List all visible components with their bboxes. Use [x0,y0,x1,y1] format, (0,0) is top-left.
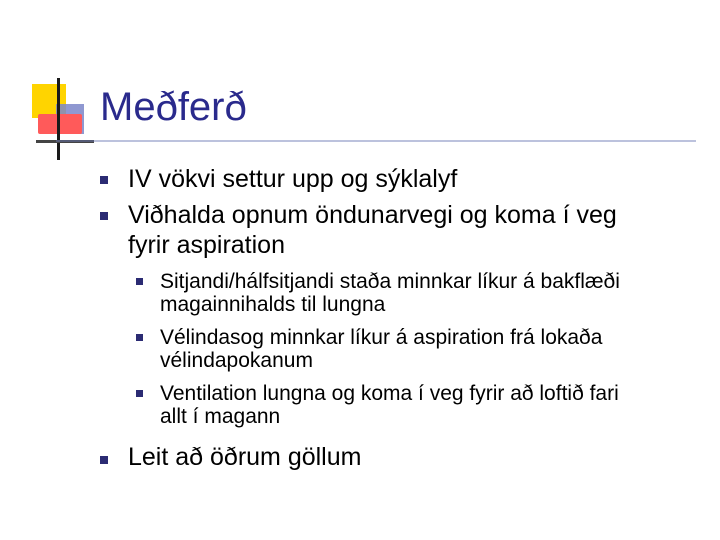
sub-bullet-text: Vélindasog minnkar líkur á aspiration frá lokaða [160,326,603,349]
sub-bullet-marker [136,278,143,285]
red-bar [38,114,82,134]
sub-bullet-marker [136,334,143,341]
sub-bullet-text: Sitjandi/hálfsitjandi staða minnkar líkur á bakflæði [160,270,620,293]
bullet-marker [100,176,108,184]
slide-title: Meðferð [100,85,247,129]
sub-bullet-text-cont: allt í magann [160,405,281,428]
sub-bullet-text: Ventilation lungna og koma í veg fyrir að loftið fari [160,382,619,405]
bullet-text-cont: fyrir aspiration [128,231,285,259]
bullet-marker [100,212,108,220]
sub-bullet-marker [136,390,143,397]
bullet-text: Viðhalda opnum öndunarvegi og koma í veg [128,201,617,229]
sub-bullet-text-cont: vélindapokanum [160,349,313,372]
bullet-marker [100,456,108,464]
logo-vertical-line [57,78,60,160]
bullet-text: IV vökvi settur upp og sýklalyf [128,165,458,193]
sub-bullet-text-cont: magainnihalds til lungna [160,293,386,316]
decorative-logo [0,0,110,170]
bullet-text: Leit að öðrum göllum [128,443,362,471]
title-divider [56,140,696,142]
